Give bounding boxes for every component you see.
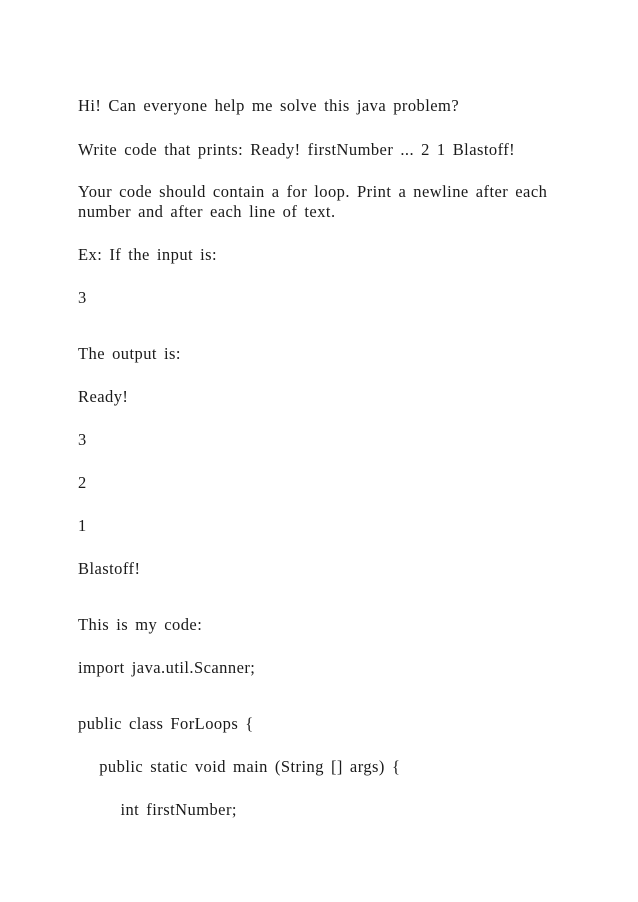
output-line-1: 1 xyxy=(78,516,87,535)
question-intro: Hi! Can everyone help me solve this java problem? xyxy=(78,96,460,115)
output-line-3: 3 xyxy=(78,430,87,449)
code-import-line: import java.util.Scanner; xyxy=(78,658,256,677)
output-line-ready: Ready! xyxy=(78,387,129,406)
code-class-line: public class ForLoops { xyxy=(78,714,254,733)
example-input-value: 3 xyxy=(78,288,87,307)
code-declaration-line: int firstNumber; xyxy=(78,800,237,819)
code-intro: This is my code: xyxy=(78,615,203,634)
task-statement: Write code that prints: Ready! firstNumber ... 2 1 Blastoff! xyxy=(78,140,516,159)
output-line-blastoff: Blastoff! xyxy=(78,559,141,578)
example-output-label: The output is: xyxy=(78,344,181,363)
output-line-2: 2 xyxy=(78,473,87,492)
requirement-line-2: number and after each line of text. xyxy=(78,202,336,221)
requirement-line-1: Your code should contain a for loop. Print a newline after each xyxy=(78,182,548,201)
code-main-line: public static void main (String [] args) { xyxy=(78,757,401,776)
example-input-label: Ex: If the input is: xyxy=(78,245,218,264)
